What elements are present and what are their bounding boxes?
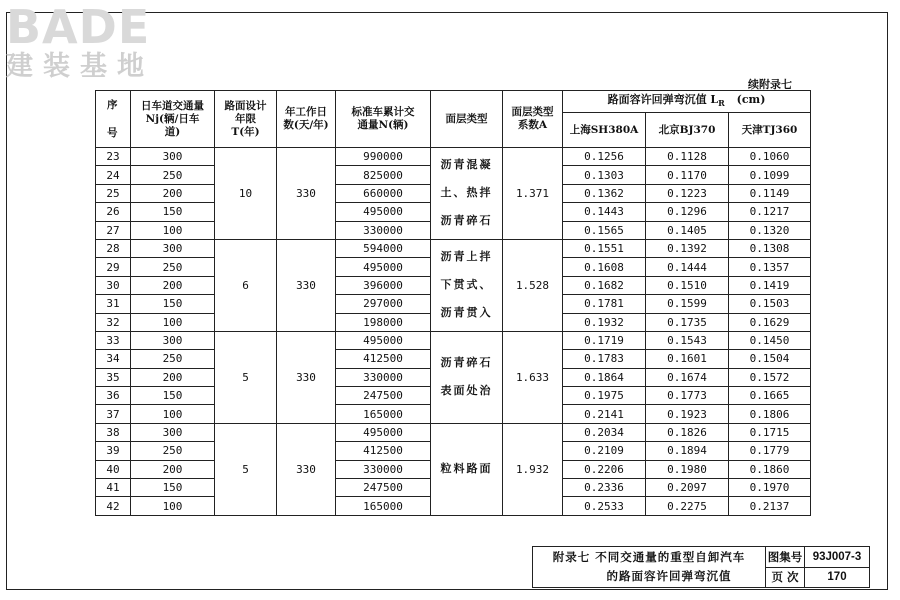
cell-daily-traffic: 250	[131, 442, 215, 460]
cell-deflection-sh380a: 0.1719	[563, 331, 646, 349]
cell-surface-type	[431, 148, 503, 240]
cell-cumulative: 495000	[336, 331, 431, 349]
cell-surface-type	[431, 239, 503, 331]
surface-type-text: 粒料路面	[440, 462, 493, 476]
continuation-label: 续附录七	[748, 78, 792, 91]
cell-deflection-bj370: 0.1296	[646, 203, 729, 221]
drawing-title-line2: 的路面容许回弹弯沉值	[606, 569, 732, 583]
cell-deflection-sh380a: 0.2206	[563, 460, 646, 478]
cell-deflection-tj360: 0.1715	[729, 423, 811, 441]
cell-daily-traffic: 150	[131, 203, 215, 221]
cell-coef: 1.932	[503, 423, 563, 515]
cell-deflection-bj370: 0.1543	[646, 331, 729, 349]
cell-seq: 32	[96, 313, 131, 331]
drawing-title-line1: 附录七 不同交通量的重型自卸汽车	[552, 550, 746, 564]
header-work-days: 年工作日数(天/年)	[277, 91, 336, 148]
cell-deflection-bj370: 0.1405	[646, 221, 729, 239]
cell-deflection-sh380a: 0.1932	[563, 313, 646, 331]
cell-deflection-tj360: 0.1665	[729, 387, 811, 405]
cell-coef: 1.633	[503, 331, 563, 423]
cell-deflection-tj360: 0.1060	[729, 148, 811, 166]
atlas-label: 图集号	[766, 547, 805, 568]
cell-deflection-tj360: 0.1779	[729, 442, 811, 460]
cell-deflection-bj370: 0.1510	[646, 276, 729, 294]
cell-cumulative: 297000	[336, 295, 431, 313]
table-row	[96, 331, 811, 349]
cell-seq: 31	[96, 295, 131, 313]
cell-deflection-sh380a: 0.1608	[563, 258, 646, 276]
cell-seq: 41	[96, 479, 131, 497]
cell-design-life: 6	[215, 239, 277, 331]
header-truck3: 天津TJ360	[729, 113, 811, 148]
cell-daily-traffic: 200	[131, 276, 215, 294]
cell-deflection-bj370: 0.2097	[646, 479, 729, 497]
watermark-logo	[6, 0, 154, 82]
cell-deflection-sh380a: 0.1565	[563, 221, 646, 239]
cell-deflection-sh380a: 0.2141	[563, 405, 646, 423]
cell-seq: 24	[96, 166, 131, 184]
cell-deflection-sh380a: 0.1362	[563, 184, 646, 202]
cell-daily-traffic: 250	[131, 166, 215, 184]
cell-design-life: 10	[215, 148, 277, 240]
cell-cumulative: 330000	[336, 460, 431, 478]
cell-deflection-bj370: 0.1601	[646, 350, 729, 368]
table-row	[96, 148, 811, 166]
cell-surface-type	[431, 423, 503, 515]
cell-daily-traffic: 300	[131, 148, 215, 166]
cell-deflection-sh380a: 0.1256	[563, 148, 646, 166]
cell-cumulative: 660000	[336, 184, 431, 202]
cell-seq: 30	[96, 276, 131, 294]
cell-seq: 35	[96, 368, 131, 386]
cell-daily-traffic: 100	[131, 313, 215, 331]
cell-deflection-tj360: 0.1970	[729, 479, 811, 497]
cell-deflection-tj360: 0.1806	[729, 405, 811, 423]
cell-work-days: 330	[277, 331, 336, 423]
cell-deflection-sh380a: 0.2109	[563, 442, 646, 460]
cell-deflection-sh380a: 0.1303	[563, 166, 646, 184]
cell-deflection-sh380a: 0.1864	[563, 368, 646, 386]
header-design-life: 路面设计年限T(年)	[215, 91, 277, 148]
cell-deflection-tj360: 0.1572	[729, 368, 811, 386]
cell-deflection-bj370: 0.1392	[646, 239, 729, 257]
cell-deflection-sh380a: 0.2533	[563, 497, 646, 515]
surface-type-text: 沥青碎石表面处治	[440, 356, 493, 398]
cell-deflection-sh380a: 0.2336	[563, 479, 646, 497]
cell-deflection-bj370: 0.1735	[646, 313, 729, 331]
cell-deflection-tj360: 0.1357	[729, 258, 811, 276]
cell-work-days: 330	[277, 423, 336, 515]
cell-deflection-tj360: 0.1217	[729, 203, 811, 221]
cell-deflection-bj370: 0.1170	[646, 166, 729, 184]
cell-daily-traffic: 300	[131, 239, 215, 257]
cell-cumulative: 198000	[336, 313, 431, 331]
cell-deflection-tj360: 0.1308	[729, 239, 811, 257]
cell-deflection-tj360: 0.1320	[729, 221, 811, 239]
cell-daily-traffic: 300	[131, 423, 215, 441]
cell-deflection-tj360: 0.1450	[729, 331, 811, 349]
cell-daily-traffic: 150	[131, 295, 215, 313]
cell-seq: 40	[96, 460, 131, 478]
cell-deflection-bj370: 0.1674	[646, 368, 729, 386]
cell-deflection-bj370: 0.1773	[646, 387, 729, 405]
drawing-title	[533, 547, 766, 588]
cell-cumulative: 825000	[336, 166, 431, 184]
cell-seq: 27	[96, 221, 131, 239]
table-row	[96, 423, 811, 441]
watermark-latin: BADE	[6, 0, 151, 54]
cell-deflection-bj370: 0.1826	[646, 423, 729, 441]
cell-cumulative: 495000	[336, 258, 431, 276]
cell-cumulative: 165000	[336, 497, 431, 515]
cell-deflection-sh380a: 0.2034	[563, 423, 646, 441]
cell-seq: 33	[96, 331, 131, 349]
cell-coef: 1.528	[503, 239, 563, 331]
cell-work-days: 330	[277, 148, 336, 240]
header-seq: 序号	[96, 91, 131, 148]
cell-coef: 1.371	[503, 148, 563, 240]
cell-cumulative: 165000	[336, 405, 431, 423]
cell-daily-traffic: 150	[131, 387, 215, 405]
cell-seq: 26	[96, 203, 131, 221]
cell-seq: 25	[96, 184, 131, 202]
cell-deflection-bj370: 0.1444	[646, 258, 729, 276]
cell-deflection-tj360: 0.1503	[729, 295, 811, 313]
header-truck2: 北京BJ370	[646, 113, 729, 148]
cell-seq: 28	[96, 239, 131, 257]
cell-design-life: 5	[215, 331, 277, 423]
table-body	[96, 148, 811, 516]
surface-type-text: 沥青上拌下贯式、沥青贯入	[440, 250, 493, 320]
cell-daily-traffic: 250	[131, 258, 215, 276]
cell-cumulative: 412500	[336, 350, 431, 368]
cell-seq: 38	[96, 423, 131, 441]
cell-daily-traffic: 200	[131, 184, 215, 202]
cell-deflection-tj360: 0.1419	[729, 276, 811, 294]
cell-deflection-bj370: 0.1923	[646, 405, 729, 423]
cell-daily-traffic: 300	[131, 331, 215, 349]
cell-deflection-tj360: 0.1629	[729, 313, 811, 331]
cell-deflection-bj370: 0.2275	[646, 497, 729, 515]
cell-deflection-tj360: 0.1504	[729, 350, 811, 368]
cell-deflection-bj370: 0.1894	[646, 442, 729, 460]
cell-cumulative: 330000	[336, 221, 431, 239]
cell-deflection-sh380a: 0.1443	[563, 203, 646, 221]
cell-work-days: 330	[277, 239, 336, 331]
cell-cumulative: 396000	[336, 276, 431, 294]
cell-deflection-sh380a: 0.1781	[563, 295, 646, 313]
cell-seq: 29	[96, 258, 131, 276]
cell-cumulative: 330000	[336, 368, 431, 386]
cell-deflection-tj360: 0.1149	[729, 184, 811, 202]
cell-cumulative: 990000	[336, 148, 431, 166]
cell-seq: 42	[96, 497, 131, 515]
cell-daily-traffic: 100	[131, 405, 215, 423]
watermark-cjk: 建装基地	[6, 51, 154, 82]
header-cumulative: 标准车累计交通量N(辆)	[336, 91, 431, 148]
cell-deflection-bj370: 0.1223	[646, 184, 729, 202]
cell-daily-traffic: 100	[131, 497, 215, 515]
table-row	[96, 239, 811, 257]
header-coef: 面层类型系数A	[503, 91, 563, 148]
cell-daily-traffic: 200	[131, 460, 215, 478]
cell-cumulative: 412500	[336, 442, 431, 460]
cell-design-life: 5	[215, 423, 277, 515]
cell-daily-traffic: 150	[131, 479, 215, 497]
header-daily-traffic: 日车道交通量Nj(辆/日车道)	[131, 91, 215, 148]
cell-deflection-tj360: 0.2137	[729, 497, 811, 515]
cell-daily-traffic: 100	[131, 221, 215, 239]
cell-deflection-sh380a: 0.1783	[563, 350, 646, 368]
cell-deflection-sh380a: 0.1551	[563, 239, 646, 257]
surface-type-text: 沥青混凝土、热拌沥青碎石	[440, 158, 493, 228]
header-surface-type: 面层类型	[431, 91, 503, 148]
cell-cumulative: 247500	[336, 479, 431, 497]
cell-deflection-bj370: 0.1599	[646, 295, 729, 313]
header-deflection-group: 路面容许回弹弯沉值 $L_R$ (cm)	[563, 91, 811, 113]
cell-daily-traffic: 200	[131, 368, 215, 386]
cell-cumulative: 495000	[336, 423, 431, 441]
cell-cumulative: 594000	[336, 239, 431, 257]
cell-cumulative: 495000	[336, 203, 431, 221]
cell-seq: 37	[96, 405, 131, 423]
cell-deflection-tj360: 0.1099	[729, 166, 811, 184]
cell-daily-traffic: 250	[131, 350, 215, 368]
title-block	[532, 546, 870, 588]
cell-seq: 36	[96, 387, 131, 405]
cell-deflection-bj370: 0.1128	[646, 148, 729, 166]
page-label: 页 次	[766, 567, 805, 588]
cell-cumulative: 247500	[336, 387, 431, 405]
cell-seq: 39	[96, 442, 131, 460]
cell-deflection-tj360: 0.1860	[729, 460, 811, 478]
cell-seq: 23	[96, 148, 131, 166]
atlas-value: 93J007-3	[805, 547, 870, 568]
header-truck1: 上海SH380A	[563, 113, 646, 148]
deflection-table	[95, 90, 811, 516]
cell-deflection-bj370: 0.1980	[646, 460, 729, 478]
page-value: 170	[805, 567, 870, 588]
cell-deflection-sh380a: 0.1682	[563, 276, 646, 294]
cell-seq: 34	[96, 350, 131, 368]
cell-surface-type	[431, 331, 503, 423]
cell-deflection-sh380a: 0.1975	[563, 387, 646, 405]
